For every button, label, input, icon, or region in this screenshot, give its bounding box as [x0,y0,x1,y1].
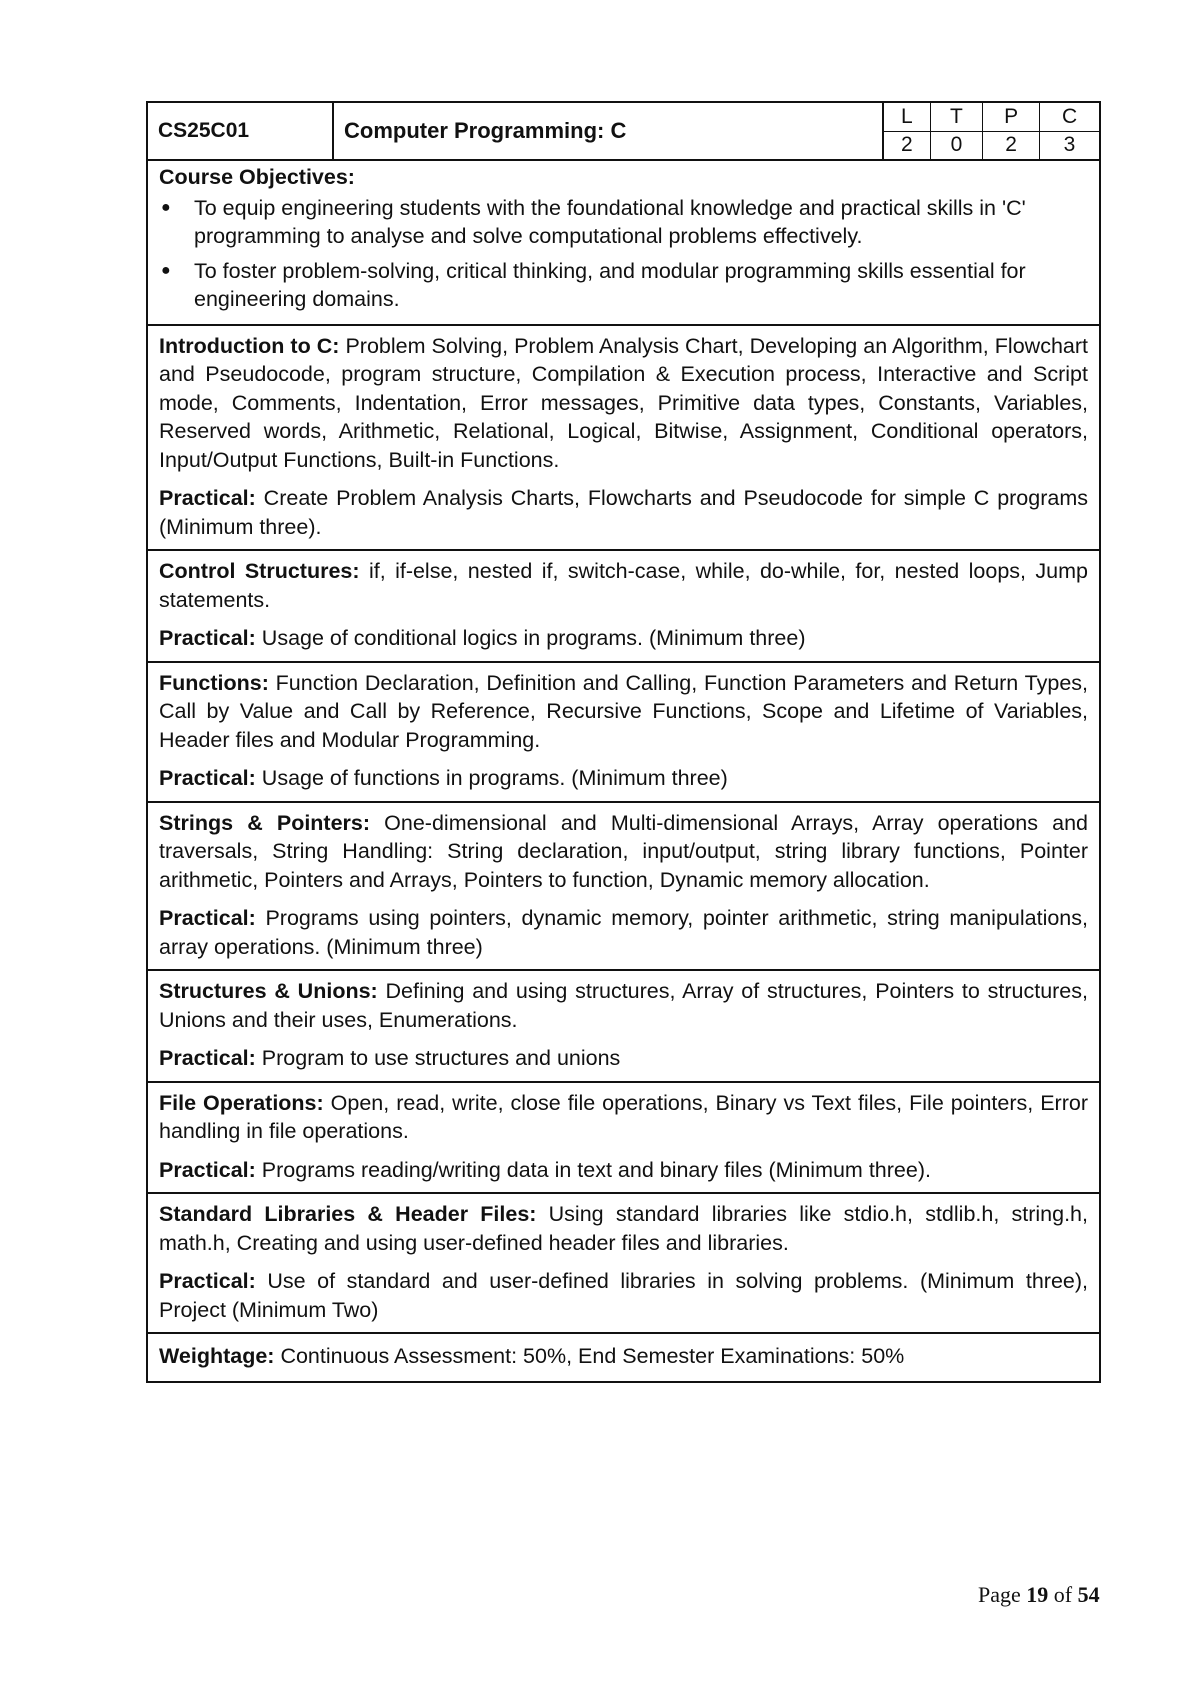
unit-row [147,1082,1100,1194]
weightage-text: Continuous Assessment: 50%, End Semester Examinations: 50% [274,1344,905,1368]
unit-heading: Control Structures: [159,559,360,583]
unit-content: if, if-else, nested if, switch-case, while, do-while, for, nested loops, Jump statements. [159,559,1088,612]
syllabus-table [146,101,1101,1383]
unit-description [159,557,1088,614]
course-title: Computer Programming: C [333,102,883,160]
unit-row [147,550,1100,662]
unit-content: Defining and using structures, Array of structures, Pointers to structures, Unions and their uses, Enumerations. [159,979,1088,1032]
objectives-list [159,194,1088,314]
weightage [159,1342,1088,1371]
unit-content: Problem Solving, Problem Analysis Chart, Developing an Algorithm, Flowchart and Pseudocode, program structure, Compilation & Execution process, Interactive and Script mode, Comments, Indentation, Error messages, Primitive data types, Constants, Variables, Reserved words, Arithmetic, Relational, Logical, Bitwise, Assignment, Conditional operators, Input/Output Functions, Built-in Functions. [159,333,1088,472]
ltpc-value-t: 0 [930,131,982,159]
page-current: 19 [1026,1582,1049,1607]
unit-row [147,1193,1100,1333]
practical-label: Practical: [159,1269,256,1293]
unit-practical [159,1267,1088,1324]
unit-heading: Strings & Pointers: [159,810,371,835]
practical-label: Practical: [159,766,256,790]
ltpc-header-t: T [930,103,982,131]
unit-content: Function Declaration, Definition and Calling, Function Parameters and Return Types, Call by Value and Call by Reference, Recursive Functions, Scope and Lifetime of Variables, Header files and Modular Programming. [159,670,1088,752]
unit-practical [159,1156,1088,1185]
unit-description [159,1200,1088,1257]
practical-label: Practical: [159,906,256,930]
unit-heading: Standard Libraries & Header Files: [159,1202,537,1226]
practical-label: Practical: [159,1157,256,1182]
objective-item: ● To equip engineering students with the foundational knowledge and practical skills in 'C' programming to analyse and solve computational problems effectively. [194,194,1088,251]
ltpc-value-l: 2 [884,131,930,159]
unit-row [147,802,1100,971]
weightage-row [147,1333,1100,1382]
objectives-row [147,160,1100,325]
ltpc-value-c: 3 [1040,131,1099,159]
page-of: of [1048,1582,1078,1607]
page-number [978,1582,1100,1608]
practical-text: Program to use structures and unions [255,1046,621,1070]
practical-text: Create Problem Analysis Charts, Flowcharts and Pseudocode for simple C programs (Minimum three). [159,486,1088,539]
objective-item: ● To foster problem-solving, critical thinking, and modular programming skills essential for engineering domains. [194,257,1088,314]
practical-text: Usage of conditional logics in programs. (Minimum three) [255,626,806,650]
page-prefix: Page [978,1582,1027,1607]
unit-content: One-dimensional and Multi-dimensional Arrays, Array operations and traversals, String Handling: String declaration, input/output, string library functions, Pointer arithmetic, Pointers and Arrays, Pointers to function, Dynamic memory allocation. [159,810,1088,892]
unit-description [159,669,1088,755]
syllabus-page [146,101,1101,1383]
practical-label: Practical: [159,486,256,510]
course-header-row [147,102,1100,160]
course-code: CS25C01 [147,102,333,160]
unit-description [159,977,1088,1034]
weightage-label: Weightage: [159,1344,275,1368]
page-total: 54 [1077,1582,1100,1607]
unit-heading: Introduction to C: [159,333,340,358]
unit-practical [159,904,1088,961]
unit-heading: Structures & Unions: [159,979,378,1003]
unit-row [147,970,1100,1082]
ltpc-header-c: C [1040,103,1099,131]
ltpc-value-p: 2 [983,131,1040,159]
ltpc-header-p: P [983,103,1040,131]
practical-label: Practical: [159,1046,256,1070]
unit-description [159,1089,1088,1146]
unit-row [147,325,1100,551]
unit-heading: Functions: [159,670,269,695]
practical-text: Programs using pointers, dynamic memory, pointer arithmetic, string manipulations, array operations. (Minimum three) [159,906,1088,959]
unit-practical [159,624,1088,653]
unit-content: Open, read, write, close file operations, Binary vs Text files, File pointers, Error handling in file operations. [159,1090,1088,1143]
practical-text: Programs reading/writing data in text and binary files (Minimum three). [255,1157,931,1182]
unit-content: Using standard libraries like stdio.h, stdlib.h, string.h, math.h, Creating and using user-defined header files and libraries. [159,1202,1088,1255]
unit-row [147,662,1100,802]
unit-description [159,332,1088,475]
practical-text: Usage of functions in programs. (Minimum three) [255,766,728,790]
objectives-title: Course Objectives: [159,165,355,189]
unit-practical [159,1044,1088,1073]
ltpc-grid [883,102,1100,160]
unit-description [159,809,1088,895]
practical-text: Use of standard and user-defined libraries in solving problems. (Minimum three), Project (Minimum Two) [159,1269,1088,1322]
unit-practical [159,764,1088,793]
unit-practical [159,484,1088,541]
practical-label: Practical: [159,626,256,650]
unit-heading: File Operations: [159,1090,324,1115]
ltpc-header-l: L [884,103,930,131]
